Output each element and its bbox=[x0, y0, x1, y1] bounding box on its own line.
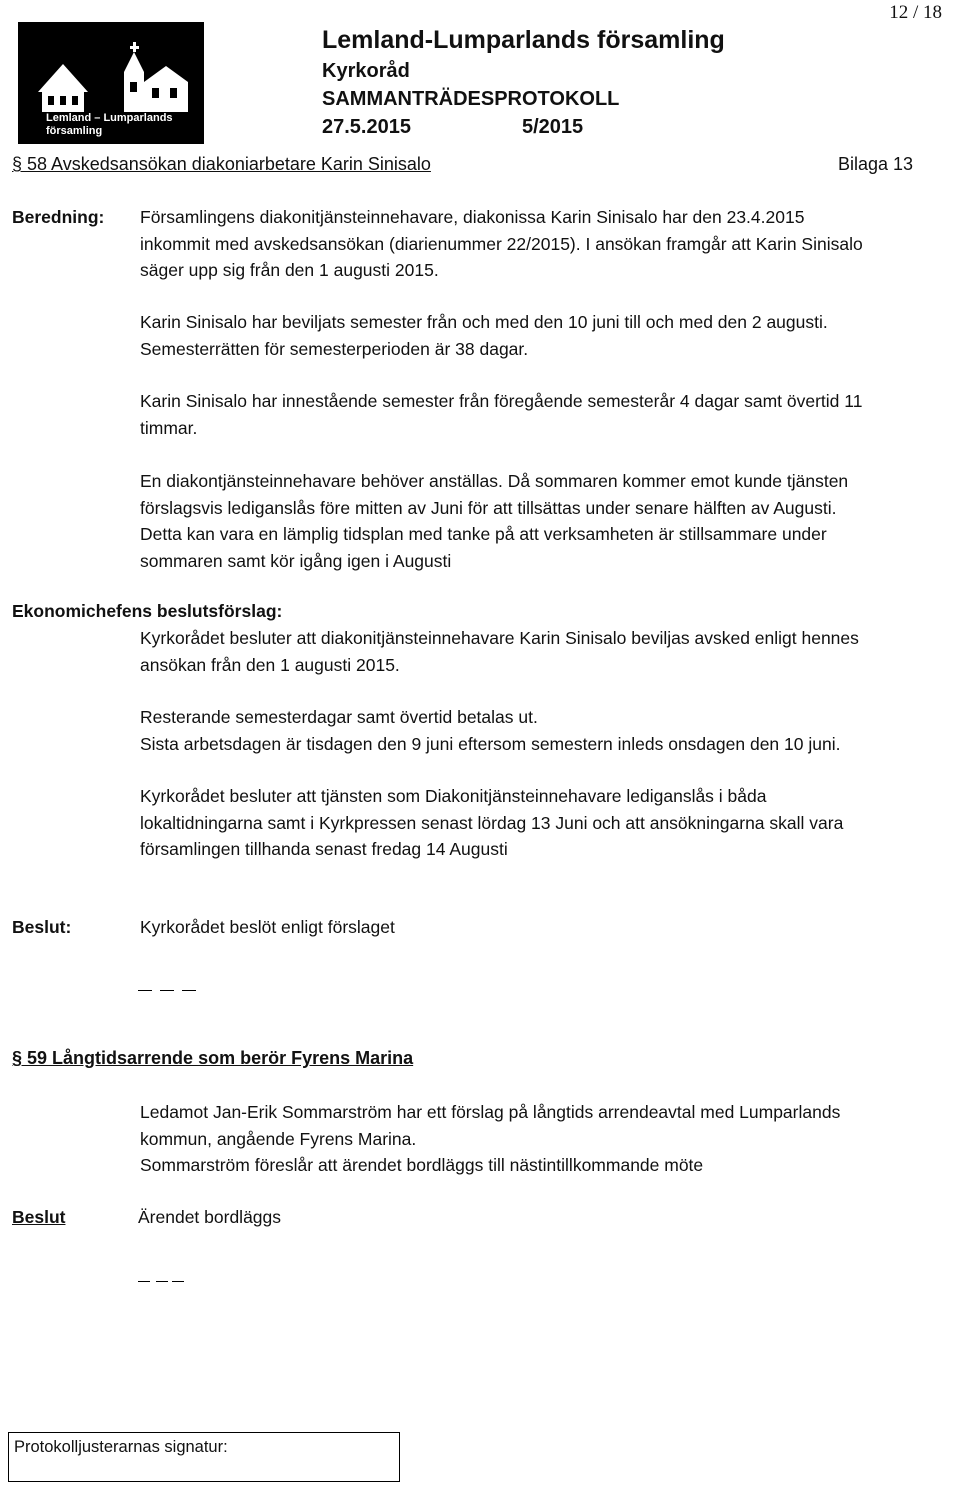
section-58-title: § 58 Avskedsansökan diakoniarbetare Karin Sinisalo bbox=[12, 154, 431, 174]
vacation-paragraph: Karin Sinisalo har beviljats semester från och med den 10 juni till och med den 2 augusti. Semesterrätten för semesterperioden är 38 dagar. bbox=[140, 312, 828, 359]
meeting-date: 27.5.2015 bbox=[322, 116, 411, 138]
protocol-number: 5/2015 bbox=[522, 116, 584, 138]
decision-text: Kyrkorådet beslöt enligt förslaget bbox=[140, 917, 395, 937]
proposal-paragraph-1: Kyrkorådet besluter att diakonitjänsteinnehavare Karin Sinisalo beviljas avsked enligt hennes ansökan från den 1 augusti 2015. bbox=[140, 628, 859, 675]
parish-logo bbox=[18, 22, 204, 144]
separator-dash bbox=[138, 990, 152, 991]
organization-name: Lemland-Lumparlands församling bbox=[322, 26, 725, 54]
attachment-label: Bilaga 13 bbox=[838, 154, 914, 174]
decision-label: Beslut: bbox=[12, 917, 72, 937]
preparation-text: Församlingens diakonitjänsteinnehavare, diakonissa Karin Sinisalo har den 23.4.2015 inkommit med avskedsansökan (diarienummer 22/2015). I ansökan framgår att Karin Sinisalo säger upp sig från den 1 augusti 2015. bbox=[140, 207, 863, 280]
separator-dash bbox=[182, 990, 196, 991]
section-59-title: § 59 Långtidsarrende som berör Fyrens Marina bbox=[12, 1048, 414, 1068]
signature-label: Protokolljusterarnas signatur: bbox=[14, 1438, 228, 1456]
section-59-decision-label: Beslut bbox=[12, 1207, 66, 1227]
recruitment-paragraph: En diakontjänsteinnehavare behöver anställas. Då sommaren kommer emot kunde tjänsten förslagsvis lediganslås före mitten av Juni för att tillsättas under senare hälften av Augusti. Detta kan vara en lämplig tidsplan med tanke på att verksamheten är stillsammare under sommaren samt kör igång igen i Augusti bbox=[140, 471, 849, 571]
preparation-label: Beredning: bbox=[12, 207, 105, 227]
separator-dash bbox=[160, 990, 174, 991]
document-type: SAMMANTRÄDESPROTOKOLL bbox=[322, 88, 620, 110]
section-59-decision-text: Ärendet bordläggs bbox=[138, 1207, 282, 1227]
separator-dash bbox=[138, 1281, 150, 1282]
proposal-paragraph-2: Resterande semesterdagar samt övertid betalas ut. Sista arbetsdagen är tisdagen den 9 juni eftersom semestern inleds onsdagen den 10 juni. bbox=[140, 707, 841, 754]
logo-text: Lemland – Lumparlands församling bbox=[46, 112, 173, 137]
separator-dash bbox=[172, 1281, 184, 1282]
proposal-paragraph-3: Kyrkorådet besluter att tjänsten som Diakonitjänsteinnehavare lediganslås i båda lokaltidningarna samt i Kyrkpressen senast lördag 13 Juni och att ansökningarna skall vara församlingen tillhanda senast fredag 14 Augusti bbox=[140, 786, 844, 859]
remaining-vacation-paragraph: Karin Sinisalo har innestående semester från föregående semesterår 4 dagar samt övertid 11 timmar. bbox=[140, 391, 863, 438]
proposal-label: Ekonomichefens beslutsförslag: bbox=[12, 601, 283, 621]
separator-dash bbox=[156, 1281, 168, 1282]
section-59-text: Ledamot Jan-Erik Sommarström har ett förslag på långtids arrendeavtal med Lumparlands kommun, angående Fyrens Marina. Sommarström föreslår att ärendet bordläggs till nästintillkommande möte bbox=[140, 1102, 841, 1175]
board-name: Kyrkoråd bbox=[322, 60, 410, 82]
page-number: 12 / 18 bbox=[889, 2, 942, 23]
